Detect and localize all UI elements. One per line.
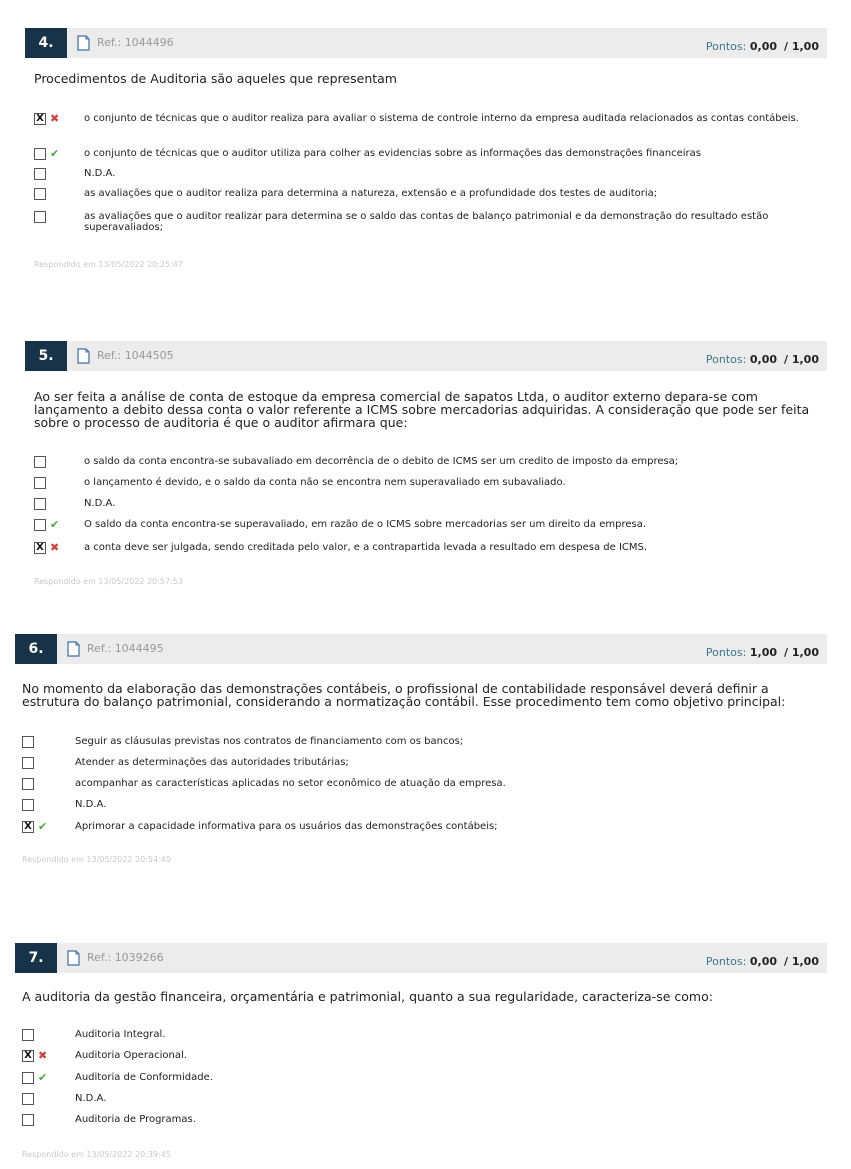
points-max: / 1,00 — [784, 646, 819, 659]
checkbox[interactable]: X — [22, 1050, 34, 1062]
points-label: Pontos: — [705, 40, 747, 53]
correct-icon: ✔ — [38, 820, 48, 833]
points-label: Pontos: — [705, 646, 747, 659]
answered-timestamp: Respondido em 13/05/2022 20:39:45 — [22, 1150, 171, 1159]
option-text: Auditoria Integral. — [75, 1029, 166, 1040]
checkbox[interactable] — [34, 519, 46, 531]
correct-icon: ✔ — [50, 518, 60, 531]
checkbox[interactable]: X — [34, 542, 46, 554]
option-text: Seguir as cláusulas previstas nos contratos de financiamento com os bancos; — [75, 736, 464, 747]
question-text: Ao ser feita a análise de conta de estoque da empresa comercial de sapatos Ltda, o auditor externo depara-se com lançamento a debito dessa conta o valor referente a ICMS sobre mercadorias adquiridas. A consideração que pode ser feita sobre o processo de auditoria é que o auditor afirmara que: — [34, 389, 810, 430]
document-icon[interactable] — [67, 950, 80, 966]
checkbox[interactable]: X — [22, 821, 34, 833]
option-text: as avaliações que o auditor realiza para determina a natureza, extensão e a profundidade dos testes de auditoria; — [84, 188, 658, 199]
answered-timestamp: Respondido em 13/05/2022 20:54:49 — [22, 855, 171, 864]
option-text: N.D.A. — [84, 498, 116, 509]
points-label: Pontos: — [705, 353, 747, 366]
points-value: 1,00 — [749, 646, 777, 659]
checkbox[interactable] — [34, 148, 46, 160]
question-text: No momento da elaboração das demonstrações contábeis, o profissional de contabilidade responsável deverá definir a estrutura do balanço patrimonial, considerando a normatização contábil. Esse procedimento tem como objetivo principal: — [22, 681, 786, 709]
document-icon[interactable] — [77, 348, 90, 364]
checkbox[interactable] — [34, 456, 46, 468]
points-value: 0,00 — [749, 353, 777, 366]
question-ref: Ref.: 1044495 — [87, 642, 164, 655]
option-text: Auditoria Operacional. — [75, 1050, 187, 1061]
checkbox[interactable] — [22, 757, 34, 769]
checkbox[interactable] — [22, 736, 34, 748]
option-text: N.D.A. — [84, 168, 116, 179]
checkbox[interactable] — [22, 778, 34, 790]
question-header — [15, 634, 827, 664]
score — [706, 955, 819, 968]
question-header — [25, 28, 827, 58]
question-ref: Ref.: 1039266 — [87, 951, 164, 964]
question-header — [25, 341, 827, 371]
option-text: o saldo da conta encontra-se subavaliado em decorrência de o debito de ICMS ser um credito de imposto da empresa; — [84, 456, 679, 467]
checkbox[interactable] — [34, 498, 46, 510]
option-text: o lançamento é devido, e o saldo da conta não se encontra nem superavaliado em subavaliado. — [84, 477, 566, 488]
question-ref: Ref.: 1044496 — [97, 36, 174, 49]
checkbox[interactable] — [34, 188, 46, 200]
question-text: Procedimentos de Auditoria são aqueles que representam — [34, 71, 397, 86]
option-text: o conjunto de técnicas que o auditor utiliza para colher as evidencias sobre as informações das demonstrações financeiras — [84, 148, 701, 159]
option-text: Auditoria de Programas. — [75, 1114, 196, 1125]
score — [706, 646, 819, 659]
question-text: A auditoria da gestão financeira, orçamentária e patrimonial, quanto a sua regularidade, caracteriza-se como: — [22, 989, 713, 1004]
question-number: 4. — [25, 28, 67, 58]
document-icon[interactable] — [77, 35, 90, 51]
wrong-icon: ✖ — [38, 1049, 48, 1062]
wrong-icon: ✖ — [50, 541, 60, 554]
checkbox[interactable] — [34, 168, 46, 180]
question-number: 6. — [15, 634, 57, 664]
document-icon[interactable] — [67, 641, 80, 657]
question-number: 7. — [15, 943, 57, 973]
checkbox[interactable] — [22, 1029, 34, 1041]
checkbox[interactable] — [22, 799, 34, 811]
answered-timestamp: Respondido em 13/05/2022 20:25:47 — [34, 260, 183, 269]
wrong-icon: ✖ — [50, 112, 60, 125]
checkbox[interactable] — [22, 1072, 34, 1084]
correct-icon: ✔ — [38, 1071, 48, 1084]
option-text: Auditoria de Conformidade. — [75, 1072, 213, 1083]
points-label: Pontos: — [705, 955, 747, 968]
option-text: N.D.A. — [75, 1093, 107, 1104]
option-text: Aprimorar a capacidade informativa para os usuários das demonstrações contábeis; — [75, 821, 498, 832]
option-text: o conjunto de técnicas que o auditor realiza para avaliar o sistema de controle interno da empresa auditada relacionados as contas contábeis. — [84, 113, 799, 124]
question-number: 5. — [25, 341, 67, 371]
question-ref: Ref.: 1044505 — [97, 349, 174, 362]
answered-timestamp: Respondido em 13/05/2022 20:57:53 — [34, 577, 183, 586]
checkbox[interactable]: X — [34, 113, 46, 125]
checkbox[interactable] — [34, 211, 46, 223]
correct-icon: ✔ — [50, 147, 60, 160]
option-text: acompanhar as características aplicadas no setor econômico de atuação da empresa. — [75, 778, 506, 789]
points-value: 0,00 — [749, 955, 777, 968]
points-value: 0,00 — [749, 40, 777, 53]
checkbox[interactable] — [34, 477, 46, 489]
option-text: N.D.A. — [75, 799, 107, 810]
checkbox[interactable] — [22, 1114, 34, 1126]
score — [706, 353, 819, 366]
points-max: / 1,00 — [784, 353, 819, 366]
option-text: a conta deve ser julgada, sendo creditada pelo valor, e a contrapartida levada a resultado em despesa de ICMS. — [84, 542, 648, 553]
checkbox[interactable] — [22, 1093, 34, 1105]
option-text: Atender as determinações das autoridades tributárias; — [75, 757, 349, 768]
option-text: as avaliações que o auditor realizar para determina se o saldo das contas de balanço patrimonial e da demonstração do resultado estão superavaliados; — [84, 211, 769, 233]
option-text: O saldo da conta encontra-se superavaliado, em razão de o ICMS sobre mercadorias ser um direito da empresa. — [84, 519, 647, 530]
points-max: / 1,00 — [784, 955, 819, 968]
score — [706, 40, 819, 53]
question-header — [15, 943, 827, 973]
points-max: / 1,00 — [784, 40, 819, 53]
